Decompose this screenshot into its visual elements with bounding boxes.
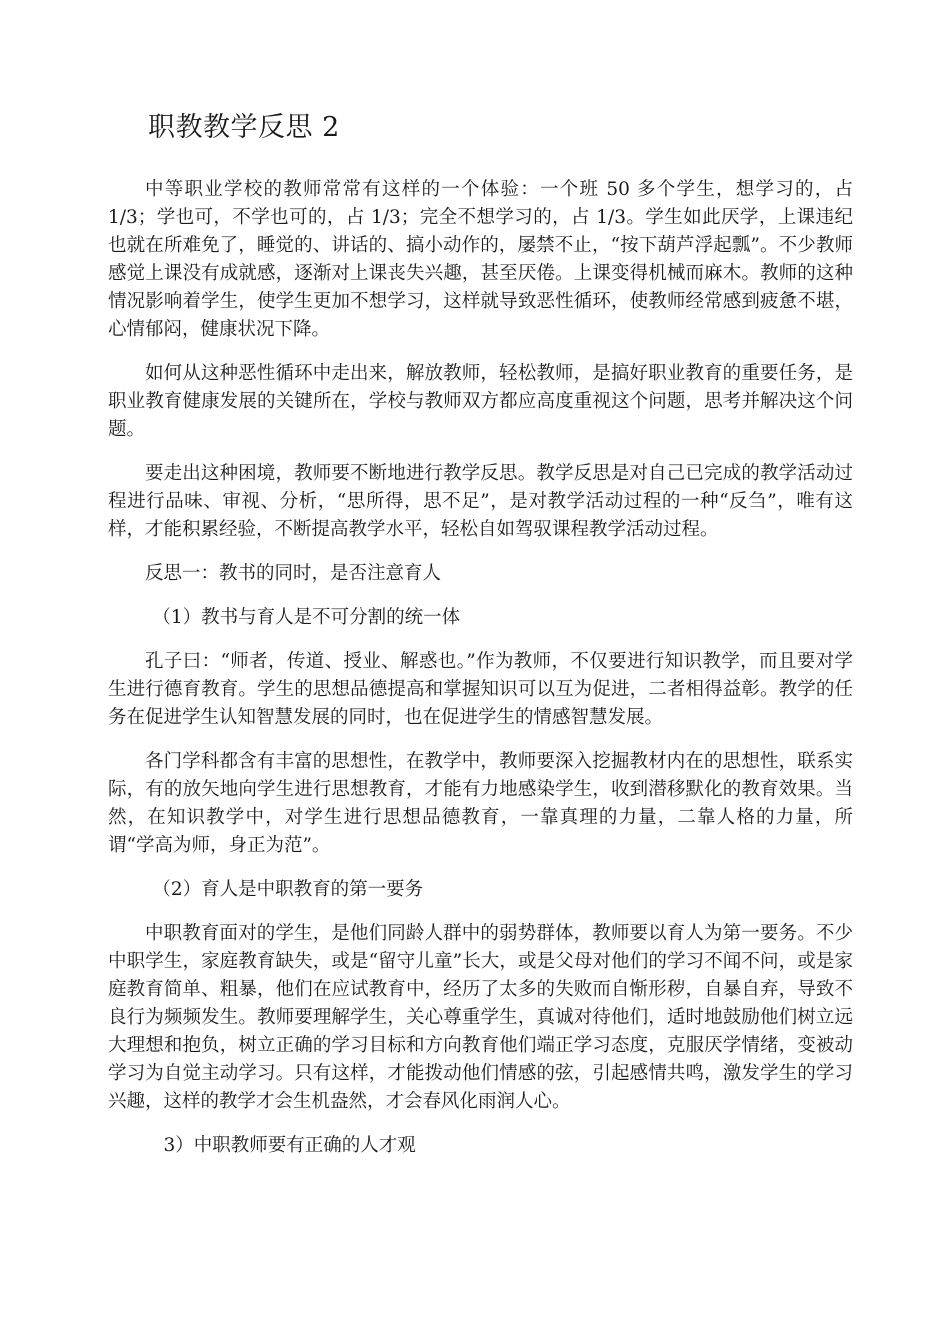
paragraph-students: 中职教育面对的学生，是他们同龄人群中的弱势群体，教师要以育人为第一要务。不少中职学生，家庭教育缺失，或是“留守儿童”长大，或是父母对他们的学习不闻不问，或是家庭教育简单、粗暴，他们在应试教育中，经历了太多的失败而自惭形秽，自暴自弃，导致不良行为频频发生。教师要理解学生，关心尊重学生，真诚对待他们，适时地鼓励他们树立远大理想和抱负，树立正确的学习目标和方向教育他们端正学习态度，克服厌学情绪，变被动学习为自觉主动学习。只有这样，才能拨动他们情感的弦，引起感情共鸣，激发学生的学习兴趣，这样的教学才会生机盎然，才会春风化雨润人心。 (108, 923, 853, 1112)
paragraph-confucius: 孔子曰：“师者，传道、授业、解惑也。”作为教师，不仅要进行知识教学，而且要对学生进行德育教育。学生的思想品德提高和掌握知识可以互为促进，二者相得益彰。教学的任务在促进学生认知智慧发展的同时，也在促进学生的情感智慧发展。 (108, 651, 853, 728)
paragraph-reflection: 要走出这种困境，教师要不断地进行教学反思。教学反思是对自己已完成的教学活动过程进行品味、审视、分析，“思所得，思不足”，是对教学活动过程的一种“反刍”，唯有这样，才能积累经验，不断提高教学水平，轻松自如驾驭课程教学活动过程。 (108, 463, 853, 540)
paragraph-intro: 中等职业学校的教师常常有这样的一个体验：一个班 50 多个学生，想学习的，占 1/3；学也可，不学也可的，占 1/3；完全不想学习的，占 1/3。学生如此厌学，上课违纪也就在所难免了，睡觉的、讲话的、搞小动作的，屡禁不止，“按下葫芦浮起瓢”。不少教师感觉上课没有成就感，逐渐对上课丧失兴趣，甚至厌倦。上课变得机械而麻木。教师的这种情况影响着学生，使学生更加不想学习，这样就导致恶性循环，使教师经常感到疲惫不堪，心情郁闷，健康状况下降。 (108, 179, 853, 340)
section-heading-reflection-1: 反思一：教书的同时，是否注意育人 (145, 563, 442, 584)
document-body (108, 176, 853, 1176)
paragraph-question: 如何从这种恶性循环中走出来，解放教师，轻松教师，是搞好职业教育的重要任务，是职业教育健康发展的关键所在，学校与教师双方都应高度重视这个问题，思考并解决这个问题。 (108, 363, 853, 440)
subheading-1: （1）教书与育人是不可分割的统一体 (152, 607, 461, 628)
document-title: 职教教学反思 2 (148, 112, 340, 143)
subheading-2: （2）育人是中职教育的第一要务 (152, 879, 424, 900)
subheading-3: 3）中职教师要有正确的人才观 (163, 1135, 416, 1156)
paragraph-subjects: 各门学科都含有丰富的思想性，在教学中，教师要深入挖掘教材内在的思想性，联系实际，有的放矢地向学生进行思想教育，才能有力地感染学生，收到潜移默化的教育效果。当然，在知识教学中，对学生进行思想品德教育，一靠真理的力量，二靠人格的力量，所谓“学高为师，身正为范”。 (108, 751, 853, 856)
